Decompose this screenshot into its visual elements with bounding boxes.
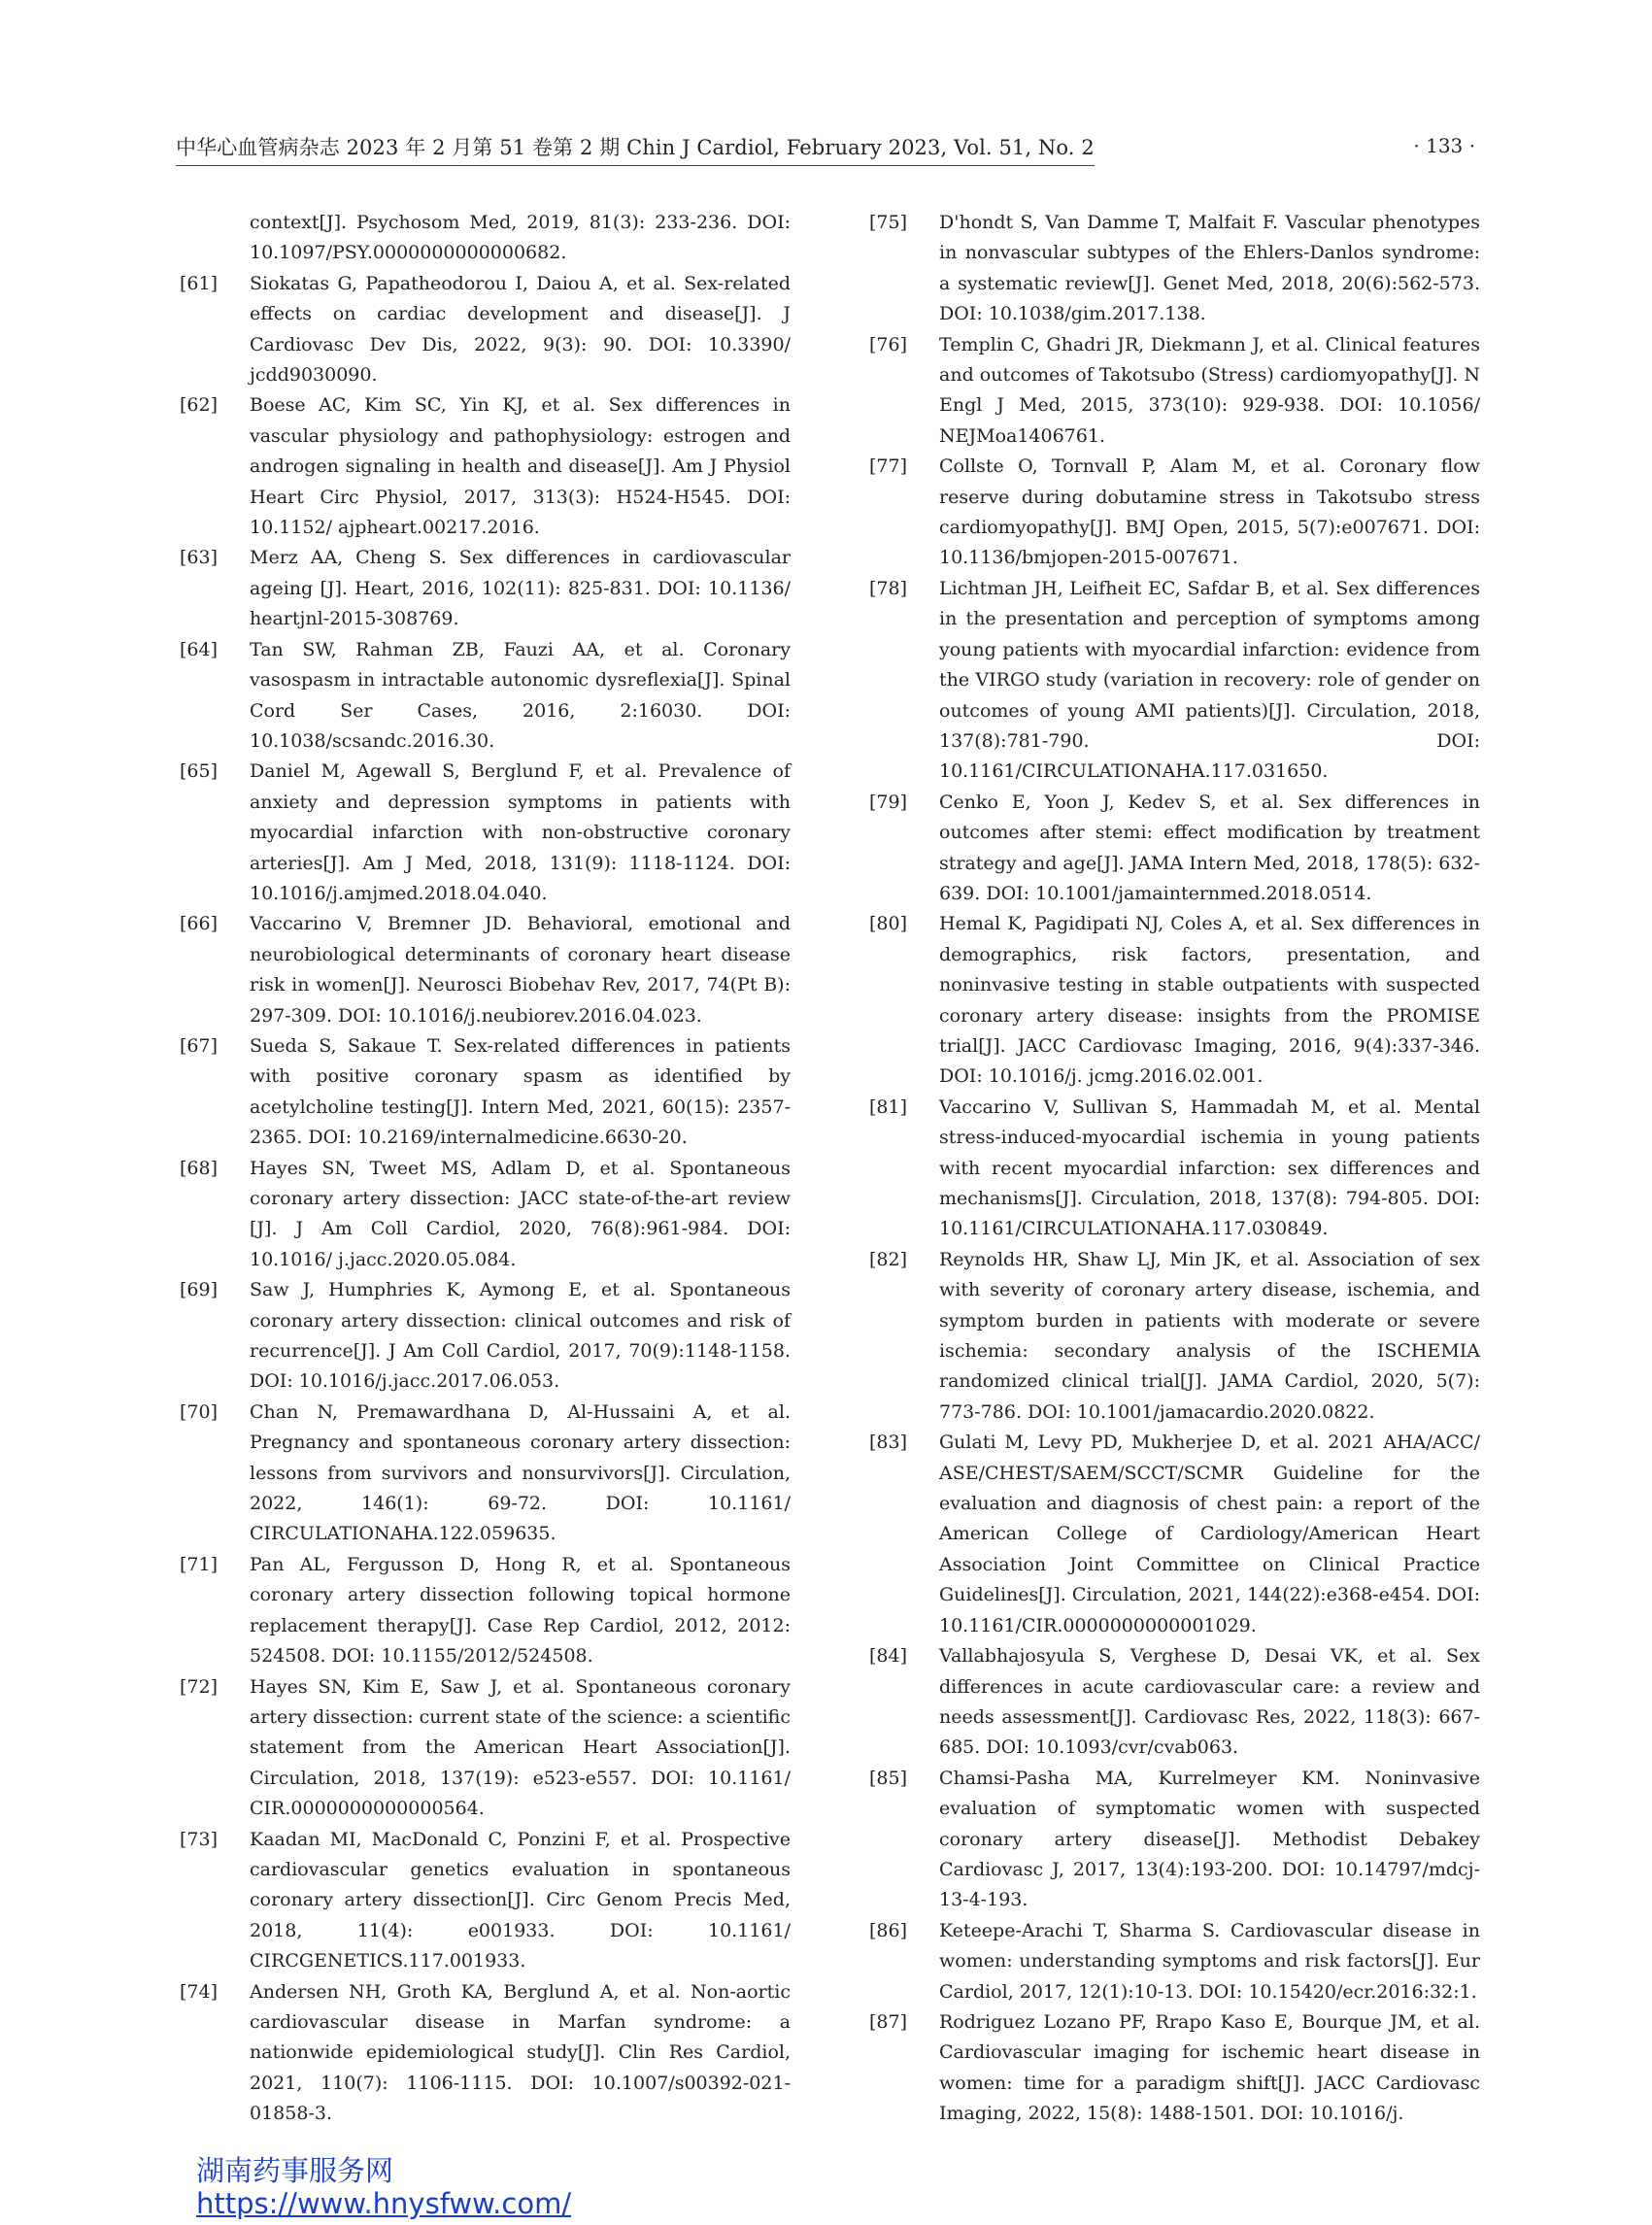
watermark-url[interactable]: https://www.hnysfww.com/ — [196, 2187, 572, 2220]
reference-number: [80] — [869, 913, 908, 935]
reference-item — [180, 635, 791, 758]
reference-text: context[J]. Psychosom Med, 2019, 81(3): 233-236. DOI: 10.1097/PSY.0000000000000682. — [250, 212, 791, 264]
running-header-journal: 中华心血管病杂志 2023 年 2 月第 51 卷第 2 期 Chin J Cardiol, February 2023, Vol. 51, No. 2 — [176, 132, 1095, 166]
reference-item — [869, 1245, 1480, 1428]
reference-column-left — [180, 208, 791, 2125]
reference-number: [64] — [180, 638, 219, 660]
reference-item — [180, 1031, 791, 1154]
reference-number: [79] — [869, 791, 908, 813]
reference-number: [67] — [180, 1034, 219, 1057]
reference-item — [869, 1428, 1480, 1641]
reference-text: Daniel M, Agewall S, Berglund F, et al. Prevalence of anxiety and depression symptoms in patients with myocardial infarction with non-obstructive coronary arteries[J]. Am J Med, 2018, 131(9): 1118-1124. DOI: 10.1016/j.amjmed.2018.04.040. — [250, 760, 791, 904]
reference-item — [180, 1154, 791, 1276]
reference-number: [72] — [180, 1675, 219, 1698]
reference-text: Vaccarino V, Sullivan S, Hammadah M, et al. Mental stress-induced-myocardial ischemia in young patients with recent myocardial infarction: sex differences and mechanisms[J]. Circulation, 2018, 137(8): 794-805. DOI: 10.1161/CIRCULATIONAHA.117.030849. — [939, 1096, 1480, 1240]
reference-text: Hemal K, Pagidipati NJ, Coles A, et al. Sex differences in demographics, risk factors, presentation, and noninvasive testing in stable outpatients with suspected coronary artery disease: insights from the PROMISE trial[J]. JACC Cardiovasc Imaging, 2016, 9(4):337-346. DOI: 10.1016/j. jcmg.2016.02.001. — [939, 913, 1480, 1088]
reference-number: [61] — [180, 272, 219, 294]
reference-text: Merz AA, Cheng S. Sex differences in cardiovascular ageing [J]. Heart, 2016, 102(11): 825-831. DOI: 10.1136/ heartjnl-2015-308769. — [250, 547, 791, 630]
reference-number: [83] — [869, 1432, 908, 1454]
reference-item — [869, 208, 1480, 330]
reference-number: [73] — [180, 1828, 219, 1850]
reference-item — [869, 1916, 1480, 2007]
reference-number: [84] — [869, 1645, 908, 1668]
reference-number: [65] — [180, 760, 219, 783]
reference-text: Rodriguez Lozano PF, Rrapo Kaso E, Bourque JM, et al. Cardiovascular imaging for ischemic heart disease in women: time for a paradigm shift[J]. JACC Cardiovasc Imaging, 2022, 15(8): 1488-1501. DOI: 10.1016/j. — [939, 2010, 1480, 2125]
reference-number: [62] — [180, 394, 219, 417]
reference-text: Vallabhajosyula S, Verghese D, Desai VK, et al. Sex differences in acute cardiovascular care: a review and needs assessment[J]. Cardiovasc Res, 2022, 118(3): 667-685. DOI: 10.1093/cvr/cvab063. — [939, 1645, 1480, 1759]
reference-item — [180, 1825, 791, 1977]
reference-item — [869, 909, 1480, 1092]
page-header — [176, 128, 1475, 167]
reference-item — [869, 2007, 1480, 2130]
reference-number: [69] — [180, 1279, 219, 1301]
reference-item — [180, 1398, 791, 1550]
reference-number: [70] — [180, 1400, 219, 1423]
reference-text: Hayes SN, Kim E, Saw J, et al. Spontaneous coronary artery dissection: current state of the science: a scientific statement from the American Heart Association[J]. Circulation, 2018, 137(19): e523-e557. DOI: 10.1161/ CIR.0000000000000564. — [250, 1675, 791, 1820]
reference-text: Kaadan MI, MacDonald C, Ponzini F, et al. Prospective cardiovascular genetics evaluation in spontaneous coronary artery dissection[J]. Circ Genom Precis Med, 2018, 11(4): e001933. DOI: 10.1161/ CIRCGENETICS.117.001933. — [250, 1828, 791, 1972]
reference-number: [78] — [869, 577, 908, 599]
reference-text: Cenko E, Yoon J, Kedev S, et al. Sex differences in outcomes after stemi: effect modification by treatment strategy and age[J]. JAMA Intern Med, 2018, 178(5): 632-639. DOI: 10.1001/jamainternmed.2018.0514. — [939, 791, 1480, 904]
reference-number: [66] — [180, 913, 219, 935]
reference-item — [180, 543, 791, 634]
reference-text: Vaccarino V, Bremner JD. Behavioral, emotional and neurobiological determinants of coronary heart disease risk in women[J]. Neurosci Biobehav Rev, 2017, 74(Pt B): 297-309. DOI: 10.1016/j.neubiorev.2016.04.023. — [250, 913, 791, 1027]
reference-item — [869, 1093, 1480, 1245]
reference-number: [82] — [869, 1248, 908, 1270]
reference-text: Tan SW, Rahman ZB, Fauzi AA, et al. Coronary vasospasm in intractable autonomic dysreflexia[J]. Spinal Cord Ser Cases, 2016, 2:16030. DOI: 10.1038/scsandc.2016.30. — [250, 638, 791, 752]
reference-number: [87] — [869, 2010, 908, 2033]
reference-item — [869, 1641, 1480, 1764]
reference-number: [85] — [869, 1767, 908, 1789]
reference-text: Sueda S, Sakaue T. Sex-related differences in patients with positive coronary spasm as identified by acetylcholine testing[J]. Intern Med, 2021, 60(15): 2357-2365. DOI: 10.2169/internalmedicine.6630-20. — [250, 1034, 791, 1149]
reference-text: Collste O, Tornvall P, Alam M, et al. Coronary flow reserve during dobutamine stress in Takotsubo stress cardiomyopathy[J]. BMJ Open, 2015, 5(7):e007671. DOI: 10.1136/bmjopen-2015-007671. — [939, 455, 1480, 569]
reference-number: [71] — [180, 1553, 219, 1575]
reference-number: [86] — [869, 1919, 908, 1941]
watermark — [196, 2154, 571, 2220]
reference-item — [180, 1275, 791, 1398]
watermark-site-name: 湖南药事服务网 — [196, 2154, 394, 2187]
reference-number: [76] — [869, 333, 908, 355]
reference-text: Boese AC, Kim SC, Yin KJ, et al. Sex differences in vascular physiology and pathophysiology: estrogen and androgen signaling in health and disease[J]. Am J Physiol Heart Circ Physiol, 2017, 313(3): H524-H545. DOI: 10.1152/ ajpheart.00217.2016. — [250, 394, 791, 539]
reference-text: Saw J, Humphries K, Aymong E, et al. Spontaneous coronary artery dissection: clinical outcomes and risk of recurrence[J]. J Am Coll Cardiol, 2017, 70(9):1148-1158. DOI: 10.1016/j.jacc.2017.06.053. — [250, 1279, 791, 1393]
reference-item — [180, 390, 791, 543]
reference-number: [68] — [180, 1157, 219, 1179]
reference-text: D'hondt S, Van Damme T, Malfait F. Vascular phenotypes in nonvascular subtypes of the Ehlers-Danlos syndrome: a systematic review[J]. Genet Med, 2018, 20(6):562-573. DOI: 10.1038/gim.2017.138. — [939, 212, 1480, 325]
reference-text: Templin C, Ghadri JR, Diekmann J, et al. Clinical features and outcomes of Takotsubo (Stress) cardiomyopathy[J]. N Engl J Med, 2015, 373(10): 929-938. DOI: 10.1056/ NEJMoa1406761. — [939, 333, 1480, 447]
reference-text: Reynolds HR, Shaw LJ, Min JK, et al. Association of sex with severity of coronary artery disease, ischemia, and symptom burden in patients with moderate or severe ischemia: secondary analysis of the ISCHEMIA randomized clinical trial[J]. JAMA Cardiol, 2020, 5(7): 773-786. DOI: 10.1001/jamacardio.2020.0822. — [939, 1248, 1480, 1423]
reference-column-right — [869, 208, 1480, 2125]
reference-text: Keteepe-Arachi T, Sharma S. Cardiovascular disease in women: understanding symptoms and risk factors[J]. Eur Cardiol, 2017, 12(1):10-13. DOI: 10.15420/ecr.2016:32:1. — [939, 1919, 1480, 2003]
reference-text: Pan AL, Fergusson D, Hong R, et al. Spontaneous coronary artery dissection following topical hormone replacement therapy[J]. Case Rep Cardiol, 2012, 2012: 524508. DOI: 10.1155/2012/524508. — [250, 1553, 791, 1668]
reference-item — [180, 1977, 791, 2130]
reference-item — [180, 208, 791, 269]
reference-number: [75] — [869, 212, 908, 233]
reference-item — [180, 1550, 791, 1672]
reference-number: [63] — [180, 547, 219, 569]
reference-text: Chamsi-Pasha MA, Kurrelmeyer KM. Noninvasive evaluation of symptomatic women with suspected coronary artery disease[J]. Methodist Debakey Cardiovasc J, 2017, 13(4):193-200. DOI: 10.14797/mdcj-13-4-193. — [939, 1767, 1480, 1911]
reference-item — [869, 1764, 1480, 1916]
reference-text: Gulati M, Levy PD, Mukherjee D, et al. 2021 AHA/ACC/ ASE/CHEST/SAEM/SCCT/SCMR Guideline for the evaluation and diagnosis of chest pain: a report of the American College of Cardiology/American Heart Association Joint Committee on Clinical Practice Guidelines[J]. Circulation, 2021, 144(22):e368-e454. DOI: 10.1161/CIR.0000000000001029. — [939, 1432, 1480, 1636]
reference-text: Hayes SN, Tweet MS, Adlam D, et al. Spontaneous coronary artery dissection: JACC state-of-the-art review [J]. J Am Coll Cardiol, 2020, 76(8):961-984. DOI: 10.1016/ j.jacc.2020.05.084. — [250, 1157, 791, 1270]
reference-item — [869, 452, 1480, 574]
reference-item — [180, 1672, 791, 1825]
reference-item — [180, 757, 791, 909]
reference-item — [180, 269, 791, 391]
reference-text: Andersen NH, Groth KA, Berglund A, et al. Non-aortic cardiovascular disease in Marfan syndrome: a nationwide epidemiological study[J]. Clin Res Cardiol, 2021, 110(7): 1106-1115. DOI: 10.1007/s00392-021-01858-3. — [250, 1980, 791, 2125]
reference-item — [180, 909, 791, 1031]
reference-text: Siokatas G, Papatheodorou I, Daiou A, et al. Sex-related effects on cardiac development and disease[J]. J Cardiovasc Dev Dis, 2022, 9(3): 90. DOI: 10.3390/ jcdd9030090. — [250, 272, 791, 387]
reference-text: Lichtman JH, Leifheit EC, Safdar B, et al. Sex differences in the presentation and perception of symptoms among young patients with myocardial infarction: evidence from the VIRGO study (variation in recovery: role of gender on outcomes of young AMI patients)[J]. Circulation, 2018, 137(8):781-790. DOI: 10.1161/CIRCULATIONAHA.117.031650. — [939, 577, 1480, 783]
reference-number: [74] — [180, 1980, 219, 2003]
reference-text: Chan N, Premawardhana D, Al-Hussaini A, et al. Pregnancy and spontaneous coronary artery dissection: lessons from survivors and nonsurvivors[J]. Circulation, 2022, 146(1): 69-72. DOI: 10.1161/ CIRCULATIONAHA.122.059635. — [250, 1400, 791, 1545]
reference-number: [81] — [869, 1096, 908, 1118]
reference-number: [77] — [869, 455, 908, 478]
reference-item — [869, 330, 1480, 453]
page-number: · 133 · — [1413, 134, 1475, 157]
reference-item — [869, 788, 1480, 910]
reference-item — [869, 574, 1480, 788]
